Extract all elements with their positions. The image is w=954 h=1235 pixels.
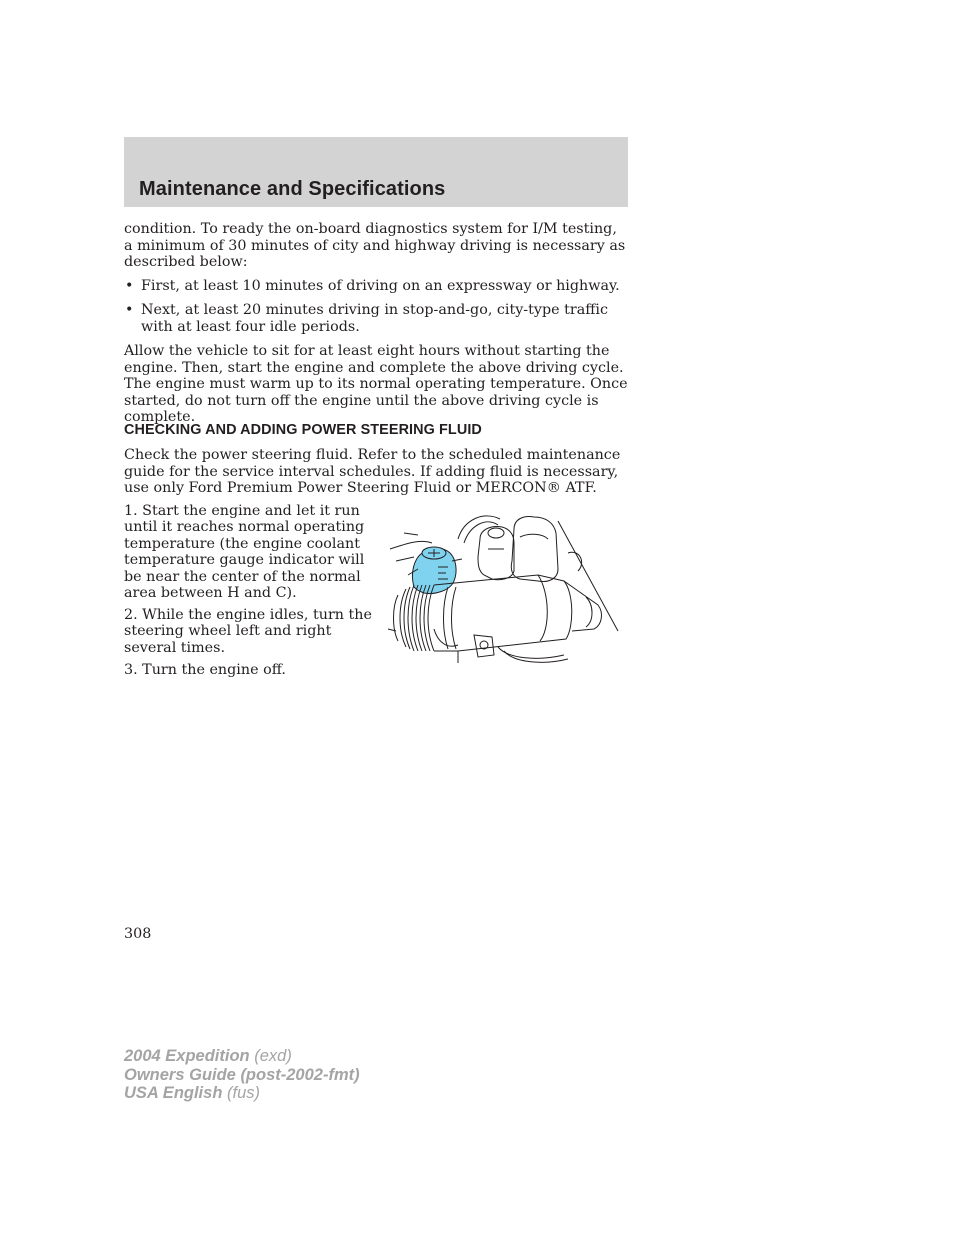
bullet-text: First, at least 10 minutes of driving on an expressway or highway. [141,278,620,294]
drive-cycle-paragraph: Allow the vehicle to sit for at least eight hours without starting the engine. Then, start the engine and complete the above driving cycle. The engine must warm up to its normal operating temperature. Once started, do not turn off the engine until the above driving cycle is complete. [124,343,628,426]
footer-language-name: USA English [124,1084,223,1102]
footer-line-guide [124,1066,360,1085]
bullet-item [124,302,628,335]
bullet-dot: • [125,302,134,318]
intro-paragraph: condition. To ready the on-board diagnostics system for I/M testing, a minimum of 30 minutes of city and highway driving is necessary as described below: [124,221,626,271]
bullet-dot: • [125,278,134,294]
bullet-item [124,278,628,295]
section-heading: CHECKING AND ADDING POWER STEERING FLUID [124,422,482,438]
engine-compartment-illustration [388,509,620,665]
footer-vehicle-name: 2004 Expedition [124,1047,250,1065]
footer-guide-name: Owners Guide (post-2002-fmt) [124,1065,360,1084]
document-footer [124,1047,360,1103]
bullet-text: Next, at least 20 minutes driving in stop-and-go, city-type traffic with at least four idle periods. [141,302,608,335]
step-item: 3. Turn the engine off. [124,662,286,678]
footer-line-vehicle [124,1047,360,1066]
page-number: 308 [124,926,152,942]
step-item: 1. Start the engine and let it run until it reaches normal operating temperature (the engine coolant temperature gauge indicator will be near the center of the normal area between H and C). [124,503,365,602]
section-title: Maintenance and Specifications [139,178,446,200]
step-item: 2. While the engine idles, turn the steering wheel left and right several times. [124,607,372,656]
footer-line-language [124,1084,360,1103]
footer-language-code: (fus) [227,1084,260,1102]
section-header-band [124,137,628,207]
power-steering-paragraph: Check the power steering fluid. Refer to the scheduled maintenance guide for the service interval schedules. If adding fluid is necessary, use only Ford Premium Power Steering Fluid or MERCON® ATF. [124,447,621,497]
footer-vehicle-code: (exd) [254,1047,292,1065]
